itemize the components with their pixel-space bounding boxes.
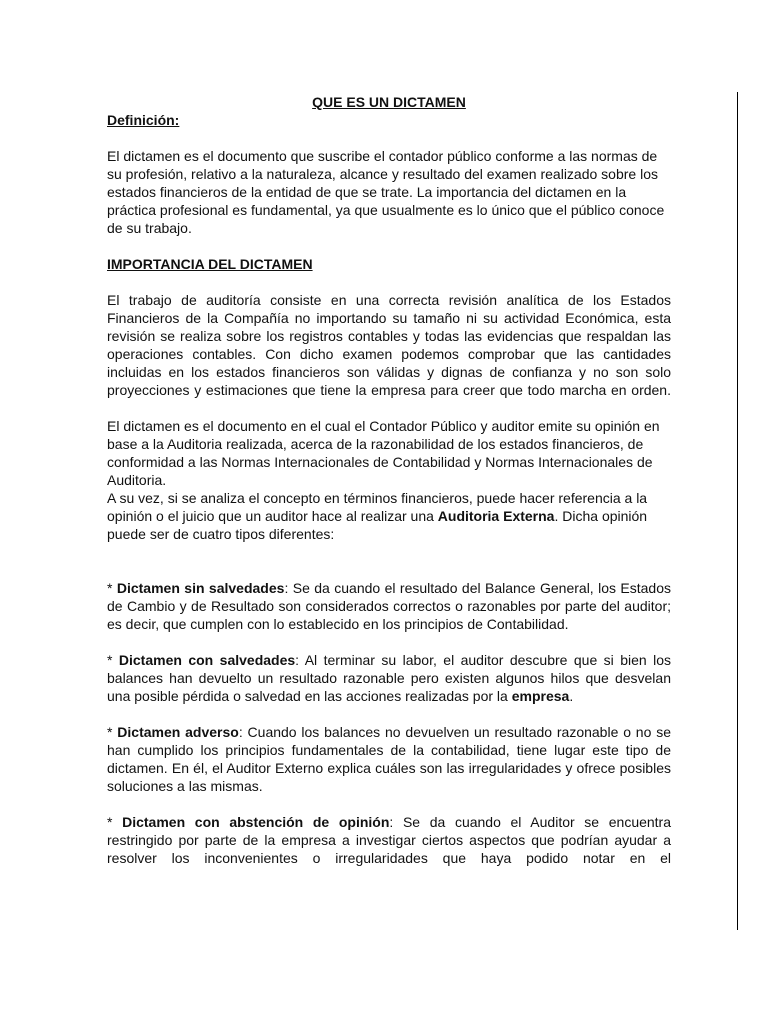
importance-paragraph-3: A su vez, si se analiza el concepto en términos financieros, puede hacer referencia a la opinión o el juicio que un auditor hace al realizar una Auditoria Externa. Dicha opinión puede ser de cuatro tipos diferentes: (107, 490, 648, 542)
importance-paragraph-1: El trabajo de auditoría consiste en una correcta revisión analítica de los Estados Financieros de la Compañía no importando su tamaño ni su actividad Económica, esta revisión se realiza sobre los registros contables y todas las evidencias que respaldan las operaciones contables. Con dicho examen podemos comprobar que las cantidades incluidas en los estados financieros son válidas y dignas de confianza y no son solo proyecciones y estimaciones que tiene la empresa para creer que todo marcha en orden. (107, 292, 671, 398)
opinion-type-label: Dictamen con salvedades (118, 652, 296, 668)
opinion-type-unqualified: * Dictamen sin salvedades: Se da cuando el resultado del Balance General, los Estados de Cambio y de Resultado son considerados correctos o razonables por parte del auditor; es decir, que cumplen con lo establecido en los principios de Contabilidad. (107, 580, 671, 632)
opinion-type-qualified: * Dictamen con salvedades: Al terminar su labor, el auditor descubre que si bien los balances han devuelto un resultado razonable pero existen algunos hilos que desvelan una posible pérdida o salvedad en las acciones realizadas por la empresa. (107, 652, 671, 704)
company-term: empresa (511, 688, 570, 704)
opinion-type-label: Dictamen con abstención de opinión (122, 814, 390, 830)
opinion-type-disclaimer: * Dictamen con abstención de opinión: Se da cuando el Auditor se encuentra restringido por parte de la empresa a investigar ciertos aspectos que podrían ayudar a resolver los inconvenientes o irregularidades que haya podido notar en el (107, 814, 672, 866)
opinion-type-label: Dictamen adverso (117, 724, 239, 740)
importance-heading: IMPORTANCIA DEL DICTAMEN (107, 256, 313, 272)
page-margin-line (737, 92, 738, 930)
opinion-type-label: Dictamen sin salvedades (116, 580, 285, 596)
document-page (107, 93, 671, 867)
external-audit-term: Auditoria Externa (437, 508, 555, 524)
opinion-type-adverse: * Dictamen adverso: Cuando los balances no devuelven un resultado razonable o no se han cumplido los principios fundamentales de la contabilidad, tiene lugar este tipo de dictamen. En él, el Auditor Externo explica cuáles son las irregularidades y ofrece posibles soluciones a las mismas. (107, 724, 671, 794)
importance-paragraph-2: El dictamen es el documento en el cual el Contador Público y auditor emite su opinión en base a la Auditoria realizada, acerca de la razonabilidad de los estados financieros, de conformidad a las Normas Internacionales de Contabilidad y Normas Internacionales de Auditoria. (107, 418, 660, 488)
document-title: QUE ES UN DICTAMEN (312, 94, 466, 110)
definition-heading: Definición: (107, 112, 180, 128)
definition-paragraph: El dictamen es el documento que suscribe el contador público conforme a las normas de su profesión, relativo a la naturaleza, alcance y resultado del examen realizado sobre los estados financieros de la entidad de que se trate. La importancia del dictamen en la práctica profesional es fundamental, ya que usualmente es lo único que el público conoce de su trabajo. (107, 148, 665, 236)
